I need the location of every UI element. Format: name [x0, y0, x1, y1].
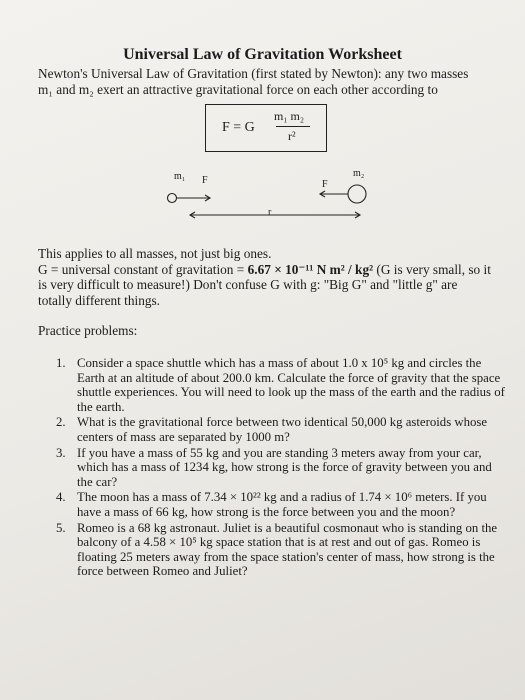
practice-problem-list	[50, 356, 505, 580]
mass-2-label: m₂	[353, 168, 365, 179]
explanation-paragraph	[38, 246, 493, 308]
diagram-drawing	[150, 165, 400, 225]
problem-number: 3.	[56, 445, 66, 460]
g-constant-text	[38, 262, 493, 309]
g-constant-suffix: (G is very small, so it is very difficult to measure!) Don't confuse G with g: "Big G" and "little g" are totally different things.	[38, 261, 491, 308]
worksheet-title: Universal Law of Gravitation Worksheet	[123, 46, 402, 63]
practice-heading: Practice problems:	[38, 323, 138, 338]
force-right-label: F	[322, 179, 328, 190]
explanation-line-1: This applies to all masses, not just big ones.	[38, 246, 272, 261]
practice-problem-4	[50, 490, 505, 519]
problem-number: 5.	[56, 520, 66, 535]
practice-problem-1	[50, 356, 505, 414]
mass-2-circle	[348, 185, 366, 203]
formula-left-side: F = G	[222, 120, 255, 135]
problem-text: Romeo is a 68 kg astronaut. Juliet is a beautiful cosmonaut who is standing on the balcony of a 4.58 × 10⁵ kg space station that is at rest and out of gas. Romeo is floating 25 meters away from the space station's center of mass, how strong is the force between Romeo and Juliet?	[77, 520, 498, 579]
problem-text: Consider a space shuttle which has a mass of about 1.0 x 10⁵ kg and circles the Earth at an altitude of about 200.0 km. Calculate the force of gravity that the space shuttle experiences. You will need to look up the mass of the earth and the radius of the earth.	[77, 356, 505, 414]
problem-text: What is the gravitational force between two identical 50,000 kg asteroids whose centers of mass are separated by 1000 m?	[77, 415, 488, 444]
problem-number: 1.	[56, 356, 66, 370]
problem-number: 4.	[56, 490, 66, 505]
practice-problem-5	[50, 521, 505, 579]
intro-line-2: m₁ and m₂ exert an attractive gravitational force on each other according to	[38, 82, 438, 97]
practice-problem-3	[50, 446, 505, 490]
g-constant-value: 6.67 × 10⁻¹¹ N m² / kg²	[247, 261, 374, 277]
gravitation-formula-box	[205, 104, 327, 152]
intro-line-1: Newton's Universal Law of Gravitation (first stated by Newton): any two masses	[38, 66, 469, 81]
g-constant-prefix: G = universal constant of gravitation =	[38, 261, 248, 277]
formula-numerator: m₁ m₂	[274, 109, 305, 123]
formula-denominator: r²	[288, 129, 296, 143]
force-left-label: F	[202, 175, 208, 186]
mass-1-circle	[168, 194, 177, 203]
intro-paragraph	[38, 66, 498, 98]
two-mass-diagram	[150, 165, 400, 225]
fraction-bar	[276, 126, 310, 127]
problem-text: The moon has a mass of 7.34 × 10²² kg and a radius of 1.74 × 10⁶ meters. If you have a mass of 66 kg, how strong is the force between you and the moon?	[77, 490, 487, 519]
distance-label: r	[268, 207, 272, 218]
problem-number: 2.	[56, 415, 66, 430]
practice-problem-2	[50, 415, 505, 444]
problem-text: If you have a mass of 55 kg and you are standing 3 meters away from your car, which has a mass of 1234 kg, how strong is the force of gravity between you and the car?	[77, 445, 492, 489]
mass-1-label: m₁	[174, 171, 186, 182]
